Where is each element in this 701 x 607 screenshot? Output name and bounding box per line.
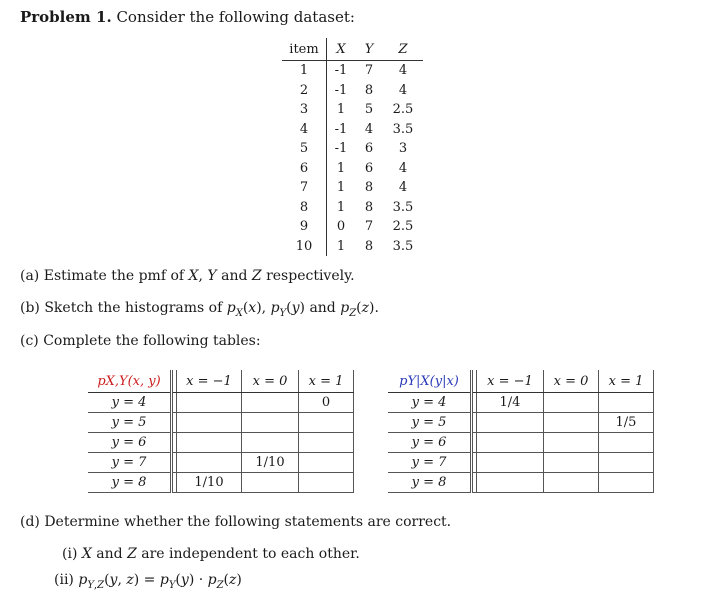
problem-heading [20, 8, 355, 26]
joint-pmf-table [88, 370, 354, 493]
question-d-i: (i) X and Z are independent to each other. [62, 546, 360, 562]
dataset-cell-z: 3.5 [392, 199, 414, 215]
cond-cell[interactable] [544, 473, 599, 493]
joint-row-label [88, 393, 172, 413]
joint-cell[interactable] [177, 453, 242, 473]
dataset-cell-y: 5 [364, 102, 374, 118]
dataset-row [282, 81, 423, 101]
dataset-cell-item: 6 [282, 159, 327, 179]
cond-row [388, 393, 654, 413]
dataset-header-y: Y [364, 41, 374, 57]
joint-cell[interactable] [177, 393, 242, 413]
cond-row-label [388, 453, 472, 473]
dataset-header-z: Z [398, 41, 408, 57]
cond-row-label-text: y = 5 [411, 415, 447, 430]
cond-row-label [388, 433, 472, 453]
joint-row-label [88, 413, 172, 433]
dataset-cell-z: 2.5 [392, 219, 414, 235]
question-c: (c) Complete the following tables: [20, 333, 261, 349]
dataset-row [282, 237, 423, 257]
cond-row [388, 453, 654, 473]
dataset-cell-x: -1 [334, 121, 348, 137]
cond-cell[interactable] [599, 473, 654, 493]
dataset-row [282, 217, 423, 237]
conditional-pmf-table [388, 370, 654, 493]
joint-cell[interactable]: 1/10 [242, 453, 299, 473]
dataset-cell-x: 0 [336, 219, 346, 235]
cond-col-header: x = −1 [487, 373, 533, 389]
cond-cell[interactable] [544, 393, 599, 413]
joint-row-label-text: y = 4 [111, 395, 147, 410]
joint-table-corner: pX,Y(x, y) [97, 373, 161, 389]
dataset-cell-y: 8 [364, 180, 374, 196]
joint-row-label [88, 473, 172, 493]
cond-cell[interactable] [544, 413, 599, 433]
dataset-cell-z: 4 [398, 160, 408, 176]
cond-row-label-text: y = 7 [411, 455, 447, 470]
cond-row-label [388, 413, 472, 433]
joint-row-label-text: y = 5 [111, 415, 147, 430]
joint-col-header: x = −1 [186, 373, 232, 389]
cond-row-label [388, 393, 472, 413]
dataset-cell-z: 2.5 [392, 102, 414, 118]
dataset-cell-y: 7 [364, 219, 374, 235]
cond-row-label-text: y = 8 [411, 475, 447, 490]
cond-col-header: x = 1 [608, 373, 644, 389]
dataset-cell-y: 6 [364, 160, 374, 176]
dataset-cell-x: 1 [336, 160, 346, 176]
cond-cell[interactable]: 1/4 [477, 393, 544, 413]
cond-cell[interactable]: 1/5 [599, 413, 654, 433]
dataset-row [282, 139, 423, 159]
dataset-cell-z: 4 [398, 82, 408, 98]
dataset-cell-y: 8 [364, 82, 374, 98]
dataset-cell-z: 3.5 [392, 238, 414, 254]
joint-row [88, 453, 354, 473]
joint-cell[interactable] [299, 473, 354, 493]
joint-row-label-text: y = 6 [111, 435, 147, 450]
joint-cell[interactable] [242, 413, 299, 433]
dataset-cell-y: 6 [364, 141, 374, 157]
dataset-cell-item: 2 [282, 81, 327, 101]
dataset-row [282, 159, 423, 179]
joint-cell[interactable] [242, 473, 299, 493]
cond-cell[interactable] [544, 433, 599, 453]
dataset-cell-x: -1 [334, 63, 348, 79]
joint-col-header: x = 0 [252, 373, 288, 389]
dataset-cell-y: 4 [364, 121, 374, 137]
joint-row [88, 473, 354, 493]
cond-row-label-text: y = 4 [411, 395, 447, 410]
dataset-table [282, 38, 423, 256]
dataset-cell-y: 8 [364, 238, 374, 254]
joint-row-label [88, 453, 172, 473]
joint-row [88, 413, 354, 433]
joint-row-label [88, 433, 172, 453]
joint-col-header: x = 1 [308, 373, 344, 389]
dataset-cell-z: 3 [398, 141, 408, 157]
dataset-cell-x: -1 [334, 141, 348, 157]
dataset-cell-item: 8 [282, 198, 327, 218]
question-d-ii: (ii) $p_{Y,Z}(y$, $z) = p_Y(y) \cdot p_Z(z)$ [54, 572, 242, 591]
dataset-cell-z: 4 [398, 180, 408, 196]
cond-row [388, 413, 654, 433]
dataset-cell-item: 5 [282, 139, 327, 159]
joint-cell[interactable] [242, 393, 299, 413]
dataset-cell-x: 1 [336, 102, 346, 118]
joint-cell[interactable] [177, 433, 242, 453]
cond-table-corner: pY|X(y|x) [399, 373, 459, 389]
cond-cell[interactable] [477, 473, 544, 493]
dataset-cell-x: 1 [336, 238, 346, 254]
joint-cell[interactable]: 0 [299, 393, 354, 413]
joint-row-label-text: y = 8 [111, 475, 147, 490]
dataset-cell-x: -1 [334, 82, 348, 98]
dataset-cell-item: 7 [282, 178, 327, 198]
question-b: (b) Sketch the histograms of $p_X(x)$, $p_Y(y)$ and $p_Z(z)$. [20, 300, 379, 319]
joint-cell[interactable] [242, 433, 299, 453]
dataset-cell-x: 1 [336, 199, 346, 215]
dataset-header-item: item [282, 38, 327, 61]
cond-row-label [388, 473, 472, 493]
dataset-cell-z: 4 [398, 63, 408, 79]
joint-row-label-text: y = 7 [111, 455, 147, 470]
dataset-cell-z: 3.5 [392, 121, 414, 137]
cond-cell[interactable] [477, 453, 544, 473]
joint-cell[interactable] [299, 453, 354, 473]
cond-cell[interactable] [599, 393, 654, 413]
cond-cell[interactable] [477, 433, 544, 453]
cond-col-header: x = 0 [553, 373, 589, 389]
dataset-row [282, 120, 423, 140]
dataset-cell-x: 1 [336, 180, 346, 196]
dataset-header-row [282, 38, 423, 61]
dataset-cell-y: 8 [364, 199, 374, 215]
dataset-cell-item: 3 [282, 100, 327, 120]
dataset-row [282, 61, 423, 81]
dataset-cell-item: 10 [282, 237, 327, 257]
cond-row-label-text: y = 6 [411, 435, 447, 450]
joint-cell[interactable] [177, 413, 242, 433]
dataset-cell-item: 9 [282, 217, 327, 237]
dataset-row [282, 198, 423, 218]
dataset-row [282, 100, 423, 120]
dataset-cell-item: 1 [282, 61, 327, 81]
cond-cell[interactable] [544, 453, 599, 473]
dataset-cell-item: 4 [282, 120, 327, 140]
joint-cell[interactable] [299, 433, 354, 453]
joint-row [88, 433, 354, 453]
question-d: (d) Determine whether the following statements are correct. [20, 514, 452, 530]
dataset-header-x: X [336, 41, 346, 57]
dataset-cell-y: 7 [364, 63, 374, 79]
joint-row [88, 393, 354, 413]
cond-row [388, 433, 654, 453]
cond-cell[interactable] [599, 453, 654, 473]
cond-cell[interactable] [599, 433, 654, 453]
joint-cell[interactable] [299, 413, 354, 433]
cond-cell[interactable] [477, 413, 544, 433]
joint-cell[interactable]: 1/10 [177, 473, 242, 493]
dataset-row [282, 178, 423, 198]
problem-intro: Consider the following dataset: [116, 8, 355, 26]
question-a: (a) Estimate the pmf of X, Y and Z respectively. [20, 268, 355, 284]
problem-label: Problem 1. [20, 8, 112, 26]
cond-row [388, 473, 654, 493]
